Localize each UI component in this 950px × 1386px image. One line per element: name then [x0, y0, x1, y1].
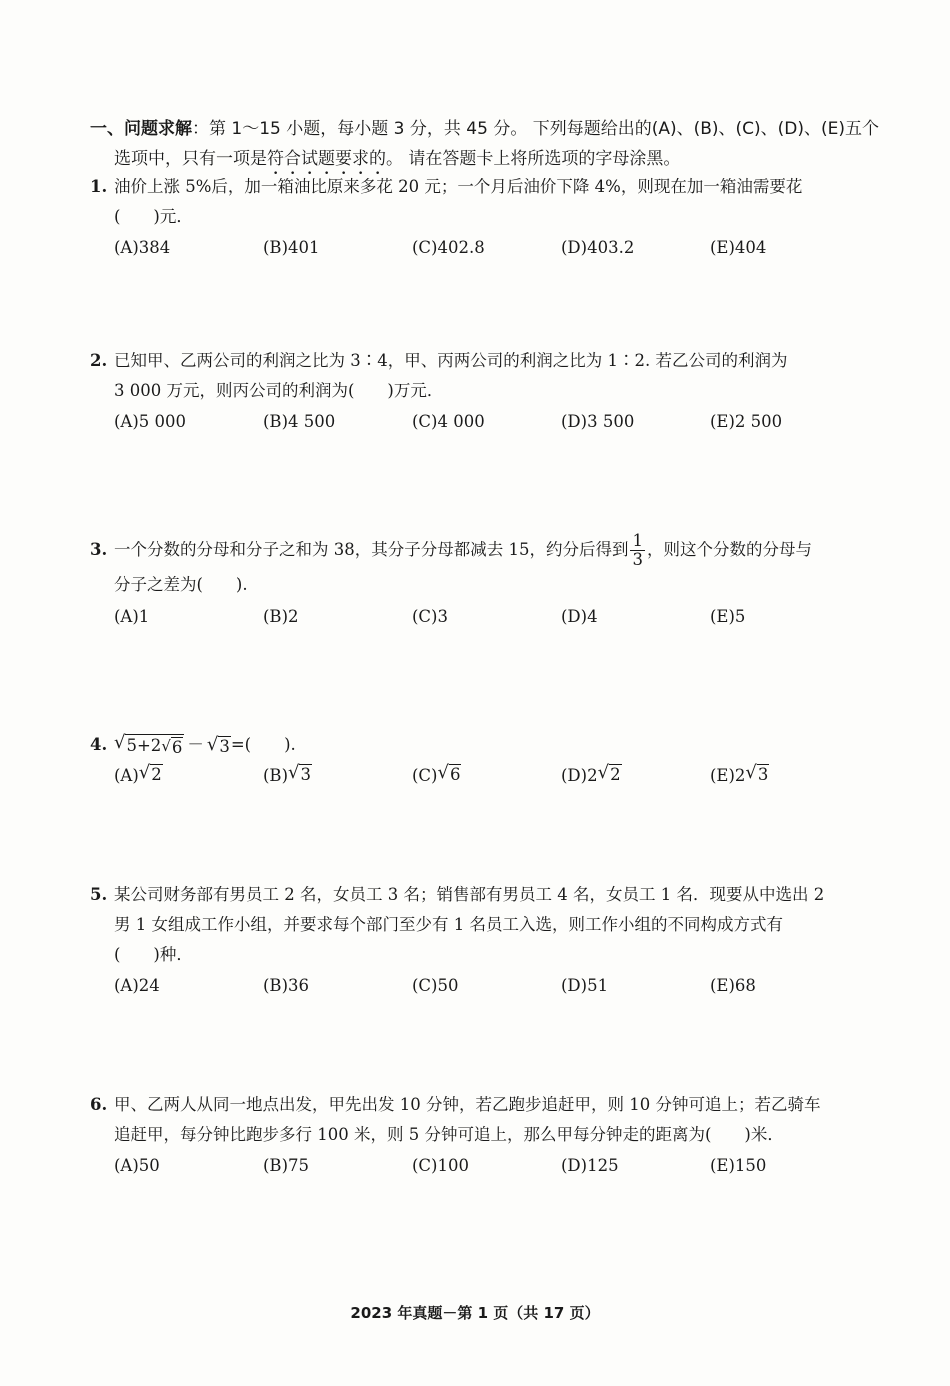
options — [90, 1152, 900, 1180]
page-footer: 2023 年真题－第 1 页（共 17 页） — [350, 1304, 600, 1322]
question-5 — [90, 880, 900, 1000]
sqrt-expression: √ 5+2 √ 6 — [114, 732, 183, 757]
question-text: 某公司财务部有男员工 2 名，女员工 3 名；销售部有男员工 4 名，女员工 1 名．现要从中选出 2 — [114, 885, 825, 904]
options — [90, 762, 900, 790]
options — [90, 408, 900, 436]
option-e: (E)2 500 — [710, 412, 783, 431]
option-d: (D)403.2 — [561, 238, 635, 257]
question-text-cont: 分子之差为( ). — [114, 575, 248, 594]
option-c: (C)4 000 — [412, 412, 485, 431]
option-c: (C)3 — [412, 607, 448, 626]
question-6 — [90, 1090, 900, 1180]
option-b: (B)2 — [263, 607, 299, 626]
options — [90, 972, 900, 1000]
option-c: (C)402.8 — [412, 238, 485, 257]
option-e: (E)150 — [710, 1156, 767, 1175]
question-number: 1. — [90, 177, 108, 196]
options — [90, 234, 900, 262]
option-d: (D)4 — [561, 607, 598, 626]
question-text-cont: 3 000 万元，则丙公司的利润为( )万元． — [114, 381, 444, 400]
option-d: (D)51 — [561, 976, 609, 995]
question-4: 4. √ 5+2 √ 6 － √ 3 =( ). (A) √ 2 (B) √ 3 (C) √ 6 (D)2 √ 2 (E)2 √ 3 — [90, 730, 900, 790]
question-3: 3. 一个分数的分母和分子之和为 38，其分子分母都减去 15，约分后得到 $\frac{1}{3}$ ，则这个分数的分母与 分子之差为( ). (A)1 (B)2 (C)3 (D)4 (E)5 — [90, 532, 900, 631]
option-d: (D)3 500 — [561, 412, 635, 431]
question-text: =( ). — [230, 735, 296, 754]
option-e: (E)404 — [710, 238, 767, 257]
option-a: (A)50 — [114, 1156, 160, 1175]
question-text: 甲、乙两人从同一地点出发，甲先出发 10 分钟，若乙跑步追赶甲，则 10 分钟可追上；若乙骑车 — [114, 1095, 821, 1114]
sqrt-term: √ 3 — [206, 733, 230, 756]
question-number: 4. — [90, 735, 108, 754]
question-text: 油价上涨 5%后，加一箱油比原来多花 20 元；一个月后油价下降 4%，则现在加一箱油需要花 — [114, 177, 803, 196]
section-title: 一、问题求解 — [90, 119, 192, 139]
question-text-cont: 男 1 女组成工作小组，并要求每个部门至少有 1 名员工入选，则工作小组的不同构成方式有 — [114, 915, 783, 934]
option-b: (B)401 — [263, 238, 320, 257]
question-number: 6. — [90, 1095, 108, 1114]
option-e: (E)2 √ 3 — [710, 762, 859, 790]
question-text: 已知甲、乙两公司的利润之比为 3∶4，甲、丙两公司的利润之比为 1∶2. 若乙公司的利润为 — [114, 351, 788, 370]
option-b: (B)75 — [263, 1156, 309, 1175]
question-text-cont: ( )种． — [114, 945, 193, 964]
section-rule-line2: 选项中，只有一项是符合试题要求的。 请在答题卡上将所选项的字母涂黑。 — [114, 149, 681, 169]
question-number: 2. — [90, 351, 108, 370]
question-text-cont: 追赶甲，每分钟比跑步多行 100 米，则 5 分钟可追上，那么甲每分钟走的距离为( )米． — [114, 1125, 784, 1144]
option-b: (B) √ 3 — [263, 762, 412, 790]
option-d: (D)2 √ 2 — [561, 762, 710, 790]
option-a: (A)1 — [114, 607, 150, 626]
question-text-cont: ( )元． — [114, 207, 193, 226]
question-text: 一个分数的分母和分子之和为 38，其分子分母都减去 15，约分后得到 — [114, 540, 629, 559]
question-number: 5. — [90, 885, 108, 904]
question-number: 3. — [90, 540, 108, 559]
fraction: $\frac{1}{3}$ — [632, 531, 643, 569]
option-a: (A)384 — [114, 238, 171, 257]
option-e: (E)68 — [710, 976, 756, 995]
option-b: (B)36 — [263, 976, 309, 995]
emphasis-text: 符合试题要求的 — [267, 149, 386, 169]
section-instructions — [90, 114, 900, 179]
question-2 — [90, 346, 900, 436]
option-b: (B)4 500 — [263, 412, 336, 431]
option-a: (A)5 000 — [114, 412, 187, 431]
option-a: (A) √ 2 — [114, 762, 263, 790]
option-c: (C) √ 6 — [412, 762, 561, 790]
option-c: (C)50 — [412, 976, 459, 995]
option-c: (C)100 — [412, 1156, 469, 1175]
options — [90, 603, 900, 631]
question-1 — [90, 172, 900, 262]
section-rule: ：第 1～15 小题，每小题 3 分，共 45 分。 下列每题给出的(A)、(B)、(C)、(D)、(E)五个 — [192, 119, 880, 139]
option-a: (A)24 — [114, 976, 160, 995]
option-e: (E)5 — [710, 607, 746, 626]
option-d: (D)125 — [561, 1156, 619, 1175]
